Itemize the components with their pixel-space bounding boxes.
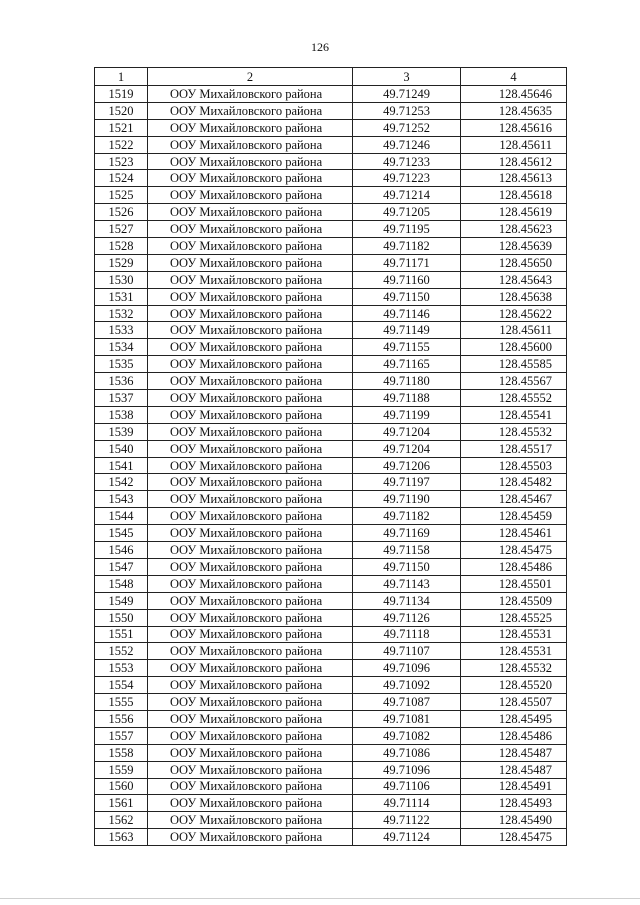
row-number-cell: 1530	[95, 271, 148, 288]
object-name-cell: ООУ Михайловского района	[148, 575, 353, 592]
table-row	[95, 609, 567, 626]
longitude-cell: 128.45638	[461, 288, 567, 305]
row-number-cell: 1550	[95, 609, 148, 626]
table-row	[95, 694, 567, 711]
longitude-cell: 128.45475	[461, 542, 567, 559]
longitude-cell: 128.45613	[461, 170, 567, 187]
object-name-cell: ООУ Михайловского района	[148, 660, 353, 677]
row-number-cell: 1520	[95, 102, 148, 119]
table-row	[95, 406, 567, 423]
latitude-cell: 49.71252	[353, 119, 461, 136]
row-number-cell: 1558	[95, 744, 148, 761]
latitude-cell: 49.71143	[353, 575, 461, 592]
object-name-cell: ООУ Михайловского района	[148, 406, 353, 423]
latitude-cell: 49.71081	[353, 710, 461, 727]
row-number-cell: 1554	[95, 677, 148, 694]
object-name-cell: ООУ Михайловского района	[148, 423, 353, 440]
row-number-cell: 1528	[95, 238, 148, 255]
latitude-cell: 49.71096	[353, 761, 461, 778]
table-row	[95, 491, 567, 508]
object-name-cell: ООУ Михайловского района	[148, 170, 353, 187]
latitude-cell: 49.71082	[353, 727, 461, 744]
table-row	[95, 744, 567, 761]
longitude-cell: 128.45639	[461, 238, 567, 255]
row-number-cell: 1551	[95, 626, 148, 643]
table-row	[95, 373, 567, 390]
row-number-cell: 1536	[95, 373, 148, 390]
row-number-cell: 1527	[95, 221, 148, 238]
row-number-cell: 1542	[95, 474, 148, 491]
latitude-cell: 49.71150	[353, 288, 461, 305]
table-row	[95, 423, 567, 440]
row-number-cell: 1540	[95, 440, 148, 457]
row-number-cell: 1526	[95, 204, 148, 221]
row-number-cell: 1561	[95, 795, 148, 812]
longitude-cell: 128.45611	[461, 322, 567, 339]
longitude-cell: 128.45503	[461, 457, 567, 474]
object-name-cell: ООУ Михайловского района	[148, 339, 353, 356]
object-name-cell: ООУ Михайловского района	[148, 626, 353, 643]
object-name-cell: ООУ Михайловского района	[148, 812, 353, 829]
latitude-cell: 49.71246	[353, 136, 461, 153]
longitude-cell: 128.45486	[461, 727, 567, 744]
longitude-cell: 128.45475	[461, 829, 567, 846]
object-name-cell: ООУ Михайловского района	[148, 440, 353, 457]
latitude-cell: 49.71126	[353, 609, 461, 626]
object-name-cell: ООУ Михайловского района	[148, 271, 353, 288]
row-number-cell: 1560	[95, 778, 148, 795]
row-number-cell: 1534	[95, 339, 148, 356]
table-row	[95, 558, 567, 575]
table-row	[95, 288, 567, 305]
column-header-name: 2	[148, 68, 353, 86]
object-name-cell: ООУ Михайловского района	[148, 187, 353, 204]
row-number-cell: 1556	[95, 710, 148, 727]
latitude-cell: 49.71155	[353, 339, 461, 356]
latitude-cell: 49.71188	[353, 390, 461, 407]
latitude-cell: 49.71134	[353, 592, 461, 609]
object-name-cell: ООУ Михайловского района	[148, 829, 353, 846]
table-row	[95, 525, 567, 542]
longitude-cell: 128.45541	[461, 406, 567, 423]
object-name-cell: ООУ Михайловского района	[148, 542, 353, 559]
longitude-cell: 128.45486	[461, 558, 567, 575]
longitude-cell: 128.45616	[461, 119, 567, 136]
longitude-cell: 128.45509	[461, 592, 567, 609]
latitude-cell: 49.71223	[353, 170, 461, 187]
longitude-cell: 128.45643	[461, 271, 567, 288]
table-row	[95, 727, 567, 744]
latitude-cell: 49.71197	[353, 474, 461, 491]
row-number-cell: 1544	[95, 508, 148, 525]
latitude-cell: 49.71150	[353, 558, 461, 575]
longitude-cell: 128.45501	[461, 575, 567, 592]
object-name-cell: ООУ Михайловского района	[148, 558, 353, 575]
latitude-cell: 49.71195	[353, 221, 461, 238]
row-number-cell: 1557	[95, 727, 148, 744]
row-number-cell: 1533	[95, 322, 148, 339]
row-number-cell: 1563	[95, 829, 148, 846]
row-number-cell: 1519	[95, 86, 148, 103]
table-row	[95, 643, 567, 660]
table-row	[95, 592, 567, 609]
object-name-cell: ООУ Михайловского района	[148, 238, 353, 255]
column-header-latitude: 3	[353, 68, 461, 86]
object-name-cell: ООУ Михайловского района	[148, 508, 353, 525]
longitude-cell: 128.45490	[461, 812, 567, 829]
latitude-cell: 49.71204	[353, 440, 461, 457]
row-number-cell: 1532	[95, 305, 148, 322]
longitude-cell: 128.45611	[461, 136, 567, 153]
object-name-cell: ООУ Михайловского района	[148, 710, 353, 727]
object-name-cell: ООУ Михайловского района	[148, 288, 353, 305]
latitude-cell: 49.71253	[353, 102, 461, 119]
latitude-cell: 49.71096	[353, 660, 461, 677]
table-row	[95, 102, 567, 119]
object-name-cell: ООУ Михайловского района	[148, 677, 353, 694]
object-name-cell: ООУ Михайловского района	[148, 221, 353, 238]
table-row	[95, 153, 567, 170]
page-bottom-edge	[0, 898, 640, 899]
table-row	[95, 829, 567, 846]
latitude-cell: 49.71214	[353, 187, 461, 204]
object-name-cell: ООУ Михайловского района	[148, 609, 353, 626]
table-row	[95, 221, 567, 238]
object-name-cell: ООУ Михайловского района	[148, 694, 353, 711]
object-name-cell: ООУ Михайловского района	[148, 204, 353, 221]
table-row	[95, 187, 567, 204]
longitude-cell: 128.45531	[461, 643, 567, 660]
table-row	[95, 305, 567, 322]
latitude-cell: 49.71190	[353, 491, 461, 508]
table-row	[95, 660, 567, 677]
longitude-cell: 128.45467	[461, 491, 567, 508]
latitude-cell: 49.71249	[353, 86, 461, 103]
longitude-cell: 128.45585	[461, 356, 567, 373]
object-name-cell: ООУ Михайловского района	[148, 102, 353, 119]
latitude-cell: 49.71158	[353, 542, 461, 559]
row-number-cell: 1552	[95, 643, 148, 660]
table-row	[95, 575, 567, 592]
row-number-cell: 1523	[95, 153, 148, 170]
latitude-cell: 49.71182	[353, 238, 461, 255]
table-row	[95, 474, 567, 491]
object-name-cell: ООУ Михайловского района	[148, 254, 353, 271]
table-row	[95, 204, 567, 221]
table-row	[95, 761, 567, 778]
row-number-cell: 1538	[95, 406, 148, 423]
object-name-cell: ООУ Михайловского района	[148, 778, 353, 795]
object-name-cell: ООУ Михайловского района	[148, 525, 353, 542]
object-name-cell: ООУ Михайловского района	[148, 119, 353, 136]
object-name-cell: ООУ Михайловского района	[148, 136, 353, 153]
latitude-cell: 49.71122	[353, 812, 461, 829]
latitude-cell: 49.71106	[353, 778, 461, 795]
table-row	[95, 119, 567, 136]
latitude-cell: 49.71171	[353, 254, 461, 271]
row-number-cell: 1559	[95, 761, 148, 778]
row-number-cell: 1531	[95, 288, 148, 305]
latitude-cell: 49.71107	[353, 643, 461, 660]
table-row	[95, 812, 567, 829]
row-number-cell: 1541	[95, 457, 148, 474]
column-header-number: 1	[95, 68, 148, 86]
longitude-cell: 128.45646	[461, 86, 567, 103]
longitude-cell: 128.45493	[461, 795, 567, 812]
object-name-cell: ООУ Михайловского района	[148, 86, 353, 103]
latitude-cell: 49.71146	[353, 305, 461, 322]
table-row	[95, 136, 567, 153]
row-number-cell: 1545	[95, 525, 148, 542]
latitude-cell: 49.71118	[353, 626, 461, 643]
row-number-cell: 1524	[95, 170, 148, 187]
longitude-cell: 128.45520	[461, 677, 567, 694]
object-name-cell: ООУ Михайловского района	[148, 457, 353, 474]
longitude-cell: 128.45567	[461, 373, 567, 390]
longitude-cell: 128.45482	[461, 474, 567, 491]
object-name-cell: ООУ Михайловского района	[148, 592, 353, 609]
table-row	[95, 238, 567, 255]
object-name-cell: ООУ Михайловского района	[148, 305, 353, 322]
table-row	[95, 626, 567, 643]
latitude-cell: 49.71206	[353, 457, 461, 474]
row-number-cell: 1548	[95, 575, 148, 592]
object-name-cell: ООУ Михайловского района	[148, 474, 353, 491]
latitude-cell: 49.71180	[353, 373, 461, 390]
longitude-cell: 128.45552	[461, 390, 567, 407]
page-number: 126	[311, 40, 329, 54]
row-number-cell: 1537	[95, 390, 148, 407]
table-row	[95, 339, 567, 356]
longitude-cell: 128.45491	[461, 778, 567, 795]
row-number-cell: 1529	[95, 254, 148, 271]
longitude-cell: 128.45525	[461, 609, 567, 626]
longitude-cell: 128.45532	[461, 423, 567, 440]
table-header-row	[95, 68, 567, 86]
table-row	[95, 170, 567, 187]
latitude-cell: 49.71124	[353, 829, 461, 846]
table-row	[95, 356, 567, 373]
row-number-cell: 1535	[95, 356, 148, 373]
latitude-cell: 49.71149	[353, 322, 461, 339]
row-number-cell: 1546	[95, 542, 148, 559]
row-number-cell: 1555	[95, 694, 148, 711]
table-row	[95, 795, 567, 812]
column-header-longitude: 4	[461, 68, 567, 86]
table-row	[95, 440, 567, 457]
row-number-cell: 1539	[95, 423, 148, 440]
table-row	[95, 271, 567, 288]
coordinates-table	[94, 67, 567, 846]
object-name-cell: ООУ Михайловского района	[148, 761, 353, 778]
longitude-cell: 128.45650	[461, 254, 567, 271]
latitude-cell: 49.71204	[353, 423, 461, 440]
latitude-cell: 49.71092	[353, 677, 461, 694]
table-row	[95, 778, 567, 795]
longitude-cell: 128.45612	[461, 153, 567, 170]
object-name-cell: ООУ Михайловского района	[148, 491, 353, 508]
table-row	[95, 322, 567, 339]
longitude-cell: 128.45622	[461, 305, 567, 322]
longitude-cell: 128.45459	[461, 508, 567, 525]
row-number-cell: 1522	[95, 136, 148, 153]
latitude-cell: 49.71086	[353, 744, 461, 761]
table-row	[95, 710, 567, 727]
object-name-cell: ООУ Михайловского района	[148, 153, 353, 170]
longitude-cell: 128.45635	[461, 102, 567, 119]
latitude-cell: 49.71205	[353, 204, 461, 221]
table-body	[95, 86, 567, 846]
object-name-cell: ООУ Михайловского района	[148, 727, 353, 744]
longitude-cell: 128.45531	[461, 626, 567, 643]
longitude-cell: 128.45461	[461, 525, 567, 542]
row-number-cell: 1549	[95, 592, 148, 609]
longitude-cell: 128.45600	[461, 339, 567, 356]
longitude-cell: 128.45532	[461, 660, 567, 677]
latitude-cell: 49.71233	[353, 153, 461, 170]
longitude-cell: 128.45487	[461, 744, 567, 761]
object-name-cell: ООУ Михайловского района	[148, 643, 353, 660]
latitude-cell: 49.71114	[353, 795, 461, 812]
object-name-cell: ООУ Михайловского района	[148, 744, 353, 761]
row-number-cell: 1553	[95, 660, 148, 677]
longitude-cell: 128.45619	[461, 204, 567, 221]
table-row	[95, 542, 567, 559]
row-number-cell: 1521	[95, 119, 148, 136]
latitude-cell: 49.71169	[353, 525, 461, 542]
longitude-cell: 128.45623	[461, 221, 567, 238]
row-number-cell: 1547	[95, 558, 148, 575]
table-row	[95, 86, 567, 103]
longitude-cell: 128.45618	[461, 187, 567, 204]
table-row	[95, 457, 567, 474]
table-row	[95, 390, 567, 407]
row-number-cell: 1525	[95, 187, 148, 204]
longitude-cell: 128.45507	[461, 694, 567, 711]
object-name-cell: ООУ Михайловского района	[148, 373, 353, 390]
latitude-cell: 49.71165	[353, 356, 461, 373]
latitude-cell: 49.71199	[353, 406, 461, 423]
object-name-cell: ООУ Михайловского района	[148, 356, 353, 373]
table-row	[95, 254, 567, 271]
latitude-cell: 49.71087	[353, 694, 461, 711]
table-row	[95, 508, 567, 525]
object-name-cell: ООУ Михайловского района	[148, 322, 353, 339]
latitude-cell: 49.71160	[353, 271, 461, 288]
latitude-cell: 49.71182	[353, 508, 461, 525]
table-row	[95, 677, 567, 694]
object-name-cell: ООУ Михайловского района	[148, 795, 353, 812]
row-number-cell: 1562	[95, 812, 148, 829]
object-name-cell: ООУ Михайловского района	[148, 390, 353, 407]
longitude-cell: 128.45487	[461, 761, 567, 778]
row-number-cell: 1543	[95, 491, 148, 508]
longitude-cell: 128.45517	[461, 440, 567, 457]
longitude-cell: 128.45495	[461, 710, 567, 727]
